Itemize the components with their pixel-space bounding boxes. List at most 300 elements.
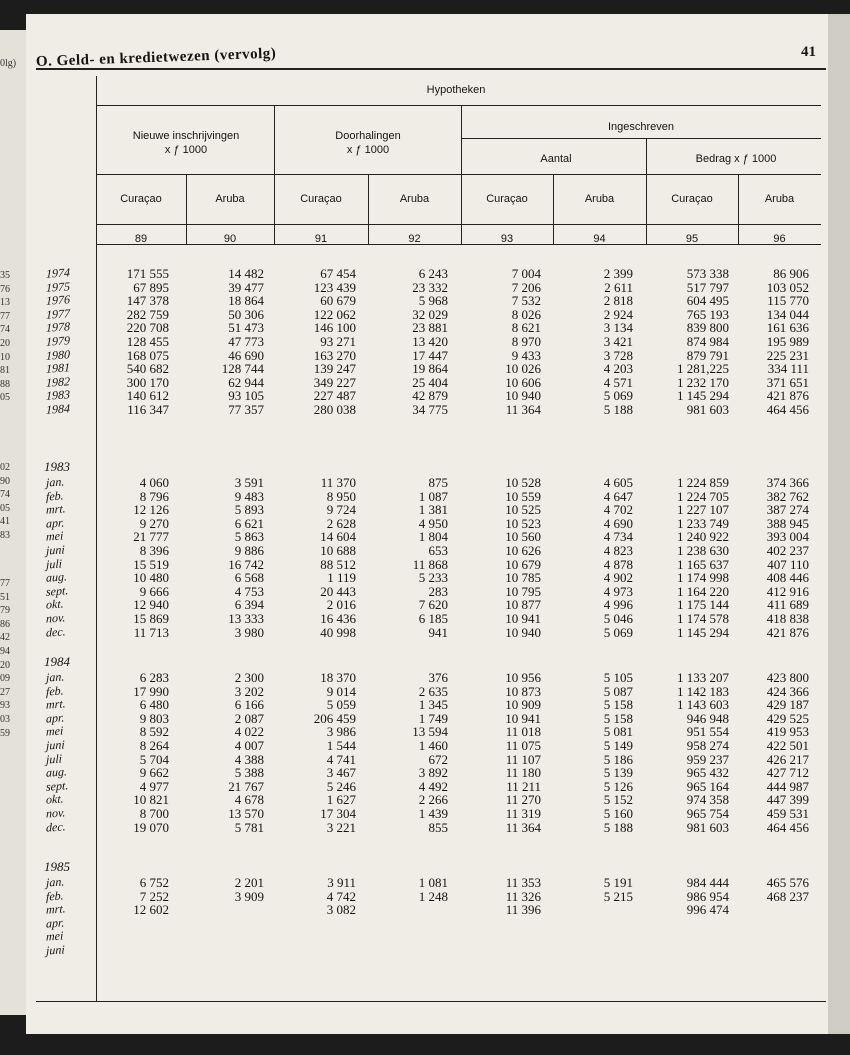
group-label: 1984 — [44, 654, 70, 669]
table-cell: 11 868 — [412, 556, 448, 572]
table-cell: 419 953 — [766, 724, 809, 740]
table-cell: 981 603 — [686, 402, 729, 417]
divider-col-91 — [274, 105, 275, 245]
table-cell: 5 059 — [326, 697, 356, 713]
table-cell: 77 357 — [228, 402, 264, 417]
table-cell: 42 879 — [412, 388, 448, 404]
row-label: dec. — [46, 818, 66, 835]
table-cell: 8 264 — [139, 738, 169, 753]
adjacent-page-fragment: 0lg) — [0, 58, 17, 69]
table-cell: 9 803 — [139, 710, 169, 726]
table-cell: 62 944 — [228, 374, 264, 390]
row-label: sept. — [46, 583, 69, 599]
table-cell: 2 016 — [326, 597, 356, 613]
table-cell: 3 082 — [326, 902, 356, 918]
table-cell: 10 785 — [505, 570, 541, 586]
table-cell: 1 165 637 — [677, 556, 729, 572]
table-cell: 32 029 — [412, 306, 448, 322]
colname-90: Aruba — [215, 193, 245, 205]
adjacent-page-fragment: 77 — [0, 578, 10, 589]
row-label: jan. — [46, 474, 65, 490]
colnum-92: 92 — [408, 233, 421, 245]
table-cell: 9 662 — [139, 765, 169, 781]
group-bedrag: Bedrag x ƒ 1000 — [695, 153, 777, 165]
adjacent-page-fragment: 77 — [0, 310, 10, 322]
table-cell: 11 396 — [505, 902, 541, 918]
table-cell: 5 160 — [603, 806, 633, 821]
table-cell: 5 968 — [418, 293, 448, 309]
table-cell: 12 126 — [133, 502, 169, 518]
adjacent-page-fragment: 94 — [0, 646, 10, 657]
table-cell: 5 246 — [326, 778, 356, 794]
table-cell: 225 231 — [766, 347, 809, 363]
table-cell: 206 459 — [313, 710, 356, 726]
colname-96: Aruba — [764, 193, 795, 205]
table-cell: 4 647 — [603, 488, 633, 504]
row-label: aug. — [46, 569, 67, 585]
table-cell: 5 215 — [603, 888, 633, 904]
table-cell: 168 075 — [126, 347, 169, 363]
table-cell: 1 749 — [418, 710, 448, 726]
group-nieuwe-line2: x ƒ 1000 — [164, 144, 208, 156]
group-nieuwe-line1: Nieuwe inschrijvingen — [132, 130, 240, 142]
table-cell: 1 238 630 — [677, 543, 729, 558]
row-label: 1980 — [46, 346, 70, 363]
table-cell: 1 164 220 — [677, 583, 729, 599]
table-cell: 11 270 — [505, 792, 541, 808]
row-label: 1975 — [46, 278, 70, 295]
table-cell: 5 046 — [603, 611, 633, 626]
table-cell: 1 087 — [418, 488, 448, 504]
table-cell: 3 467 — [326, 765, 356, 781]
table-cell: 6 185 — [418, 611, 448, 626]
row-label: 1982 — [46, 373, 70, 390]
row-label: sept. — [46, 778, 69, 794]
group-aantal: Aantal — [540, 153, 572, 165]
table-cell: 8 796 — [139, 488, 169, 504]
table-cell: 2 924 — [603, 306, 633, 322]
table-cell: 9 666 — [139, 583, 169, 599]
table-cell: 951 554 — [686, 724, 729, 740]
table-cell: 4 734 — [603, 529, 633, 545]
table-cell: 4 203 — [603, 361, 633, 377]
table-cell: 23 881 — [412, 320, 448, 336]
table-cell: 161 636 — [766, 320, 809, 336]
adjacent-page-fragment: 88 — [0, 378, 10, 390]
adjacent-page-fragment: 74 — [0, 324, 10, 336]
table-cell: 1 224 859 — [677, 475, 729, 490]
colnum-89: 89 — [134, 233, 148, 245]
group-ingeschreven: Ingeschreven — [607, 121, 675, 133]
table-cell: 67 454 — [320, 266, 356, 281]
row-label: apr. — [46, 915, 65, 931]
row-label: okt. — [46, 596, 64, 613]
table-cell: 146 100 — [313, 320, 356, 336]
table-cell: 21 767 — [228, 778, 264, 794]
table-cell: 1 143 603 — [677, 697, 729, 713]
table-cell: 7 620 — [418, 597, 448, 613]
table-cell: 464 456 — [766, 819, 809, 835]
row-label: mei — [46, 528, 64, 544]
table-cell: 5 105 — [603, 670, 633, 685]
adjacent-page-fragment: 05 — [0, 392, 10, 404]
table-cell: 604 495 — [686, 293, 729, 309]
table-cell: 123 439 — [313, 279, 356, 295]
table-cell: 13 570 — [228, 806, 264, 821]
row-label: nov. — [46, 805, 66, 821]
table-cell: 10 873 — [505, 683, 541, 699]
table-cell: 941 — [428, 624, 448, 640]
row-label: mrt. — [46, 901, 66, 917]
table-cell: 5 069 — [603, 624, 633, 640]
table-cell: 16 742 — [228, 556, 264, 572]
row-label: juni — [46, 942, 65, 958]
row-label: 1984 — [46, 401, 70, 417]
ingeschreven-rule — [461, 138, 821, 139]
table-cell: 3 909 — [234, 888, 264, 904]
adjacent-page-fragment: 05 — [0, 502, 10, 514]
table-cell: 5 188 — [603, 402, 633, 417]
top-rule-2 — [36, 69, 826, 70]
adjacent-page-fragment: 81 — [0, 365, 10, 377]
table-cell: 13 420 — [412, 334, 448, 349]
table-cell: 4 492 — [418, 778, 448, 794]
row-label: apr. — [46, 710, 65, 726]
table-cell: 8 700 — [139, 806, 169, 821]
table-cell: 16 436 — [320, 611, 356, 626]
table-cell: 7 004 — [511, 266, 541, 281]
table-cell: 984 444 — [686, 875, 729, 890]
table-cell: 6 480 — [139, 697, 169, 713]
table-cell: 10 909 — [505, 697, 541, 713]
page-title: O. Geld- en kredietwezen (vervolg) — [35, 45, 277, 70]
table-cell: 283 — [428, 583, 448, 599]
table-cell: 429 187 — [766, 697, 809, 713]
table-cell: 8 621 — [511, 320, 541, 336]
table-cell: 418 838 — [766, 611, 809, 626]
table-cell: 334 111 — [767, 361, 809, 377]
table-cell: 412 916 — [766, 583, 809, 599]
table-cell: 464 456 — [766, 402, 809, 417]
table-cell: 8 396 — [139, 543, 169, 558]
table-cell: 93 105 — [228, 388, 264, 404]
table-cell: 402 237 — [766, 543, 809, 558]
table-cell: 5 126 — [603, 778, 633, 794]
row-label: nov. — [46, 610, 66, 626]
adjacent-page-fragment: 09 — [0, 673, 10, 685]
table-cell: 128 455 — [126, 334, 169, 349]
page-number: 41 — [801, 44, 816, 60]
adjacent-page-fragment: 10 — [0, 351, 10, 363]
table-cell: 171 555 — [126, 266, 169, 281]
table-cell: 855 — [428, 819, 448, 835]
table-cell: 7 252 — [139, 888, 169, 904]
table-cell: 10 626 — [505, 543, 541, 558]
table-cell: 573 338 — [686, 266, 729, 281]
table-cell: 40 998 — [320, 624, 356, 640]
table-cell: 10 026 — [505, 361, 541, 377]
row-label: juli — [46, 751, 63, 767]
table-cell: 50 306 — [228, 306, 264, 322]
table-cell: 1 174 578 — [677, 611, 729, 626]
table-cell: 34 775 — [412, 402, 448, 417]
table-cell: 5 158 — [603, 697, 633, 713]
row-label: jan. — [46, 874, 65, 890]
table-cell: 421 876 — [766, 624, 809, 640]
table-cell: 10 606 — [505, 374, 541, 390]
adjacent-page-fragment: 41 — [0, 516, 10, 528]
table-cell: 5 863 — [234, 529, 264, 545]
table-cell: 1 240 922 — [677, 529, 729, 545]
table-cell: 9 886 — [234, 543, 264, 558]
table-cell: 3 221 — [326, 819, 356, 835]
row-label: apr. — [46, 515, 65, 531]
adjacent-page-fragment: 79 — [0, 605, 10, 617]
table-cell: 765 193 — [686, 306, 729, 322]
colnum-rule-top — [96, 224, 821, 225]
table-cell: 5 087 — [603, 683, 633, 699]
table-cell: 140 612 — [126, 388, 169, 404]
table-cell: 11 713 — [133, 624, 169, 640]
table-cell: 13 594 — [412, 724, 448, 740]
table-cell: 444 987 — [766, 778, 809, 794]
table-cell: 4 060 — [139, 475, 169, 490]
table-cell: 986 954 — [686, 888, 729, 904]
adjacent-page-fragment: 93 — [0, 700, 10, 712]
table-cell: 8 970 — [511, 334, 541, 349]
table-cell: 8 592 — [139, 724, 169, 740]
table-cell: 10 528 — [505, 475, 541, 490]
table-cell: 6 166 — [234, 697, 264, 713]
row-label: jan. — [46, 669, 65, 685]
row-label: aug. — [46, 764, 67, 780]
adjacent-page-fragment: 03 — [0, 714, 10, 725]
table-cell: 21 777 — [133, 529, 169, 545]
table-cell: 2 300 — [234, 670, 264, 685]
table-cell: 6 752 — [139, 875, 169, 890]
colnum-95: 95 — [685, 233, 699, 245]
adjacent-page-fragment: 35 — [0, 270, 10, 281]
table-cell: 371 651 — [766, 374, 809, 390]
table-cell: 426 217 — [766, 751, 809, 767]
table-cell: 220 708 — [126, 320, 169, 336]
row-label: mrt. — [46, 501, 66, 517]
table-cell: 839 800 — [686, 320, 729, 336]
colname-94: Aruba — [584, 193, 615, 205]
colname-91: Curaçao — [300, 193, 342, 205]
table-cell: 3 980 — [234, 624, 264, 640]
table-cell: 1 248 — [418, 888, 448, 904]
table-cell: 1 119 — [327, 570, 356, 586]
row-label: 1974 — [46, 265, 70, 281]
table-cell: 1 439 — [418, 806, 448, 821]
table-cell: 6 243 — [418, 266, 448, 281]
table-cell: 4 753 — [234, 583, 264, 599]
table-cell: 447 399 — [766, 792, 809, 808]
colnames-rule — [96, 174, 821, 175]
table-cell: 996 474 — [686, 902, 729, 918]
divider-col-93 — [461, 105, 462, 245]
table-cell: 39 477 — [228, 279, 264, 295]
table-cell: 4 007 — [234, 738, 264, 753]
table-cell: 4 996 — [603, 597, 633, 613]
group-label: 1985 — [44, 859, 70, 874]
colname-89: Curaçao — [120, 193, 162, 205]
table-cell: 4 605 — [603, 475, 633, 490]
table-cell: 1 142 183 — [677, 683, 729, 699]
table-cell: 11 211 — [506, 778, 541, 794]
table-cell: 387 274 — [766, 502, 809, 518]
adjacent-page-fragment: 86 — [0, 618, 10, 630]
table-cell: 9 433 — [511, 347, 541, 363]
table-cell: 1 145 294 — [677, 388, 729, 404]
table-cell: 163 270 — [313, 347, 356, 363]
row-label: 1977 — [46, 305, 70, 322]
adjacent-page-fragment: 20 — [0, 659, 10, 671]
statistics-page — [26, 14, 828, 1034]
row-label: juli — [46, 556, 63, 572]
table-cell: 11 364 — [505, 402, 541, 417]
table-cell: 13 333 — [228, 611, 264, 626]
table-cell: 11 319 — [505, 806, 541, 821]
table-cell: 408 446 — [766, 570, 809, 586]
table-cell: 6 394 — [234, 597, 264, 613]
table-cell: 1 175 144 — [677, 597, 729, 613]
table-cell: 459 531 — [766, 806, 809, 821]
table-cell: 2 611 — [604, 279, 633, 295]
group-doorhalingen-line2: x ƒ 1000 — [346, 144, 390, 156]
table-cell: 11 018 — [505, 724, 541, 740]
table-cell: 67 895 — [133, 279, 169, 295]
table-cell: 4 678 — [234, 792, 264, 808]
table-cell: 10 688 — [320, 543, 356, 558]
table-cell: 19 070 — [133, 819, 169, 835]
table-cell: 958 274 — [686, 738, 729, 753]
table-cell: 15 869 — [133, 611, 169, 626]
table-cell: 1 460 — [418, 738, 448, 753]
colname-95: Curaçao — [671, 193, 713, 205]
table-cell: 422 501 — [766, 738, 809, 753]
table-cell: 12 602 — [133, 902, 169, 918]
row-label: 1978 — [46, 319, 70, 336]
table-cell: 6 621 — [234, 515, 264, 531]
table-cell: 3 421 — [603, 334, 633, 349]
row-label: 1979 — [46, 333, 70, 349]
row-label: feb. — [46, 682, 64, 699]
adjacent-page-fragment: 27 — [0, 686, 10, 698]
table-cell: 4 571 — [603, 374, 633, 390]
row-label: 1976 — [46, 292, 70, 309]
table-cell: 9 014 — [326, 683, 356, 699]
table-cell: 134 044 — [766, 306, 809, 322]
colnum-96: 96 — [773, 233, 786, 245]
row-label: 1981 — [46, 360, 70, 377]
table-cell: 376 — [428, 670, 448, 685]
table-cell: 3 892 — [418, 765, 448, 781]
table-cell: 227 487 — [313, 388, 356, 404]
table-cell: 11 107 — [505, 751, 541, 767]
super-header: Hypotheken — [426, 84, 486, 96]
table-cell: 51 473 — [228, 320, 264, 336]
row-label: dec. — [46, 623, 66, 640]
table-cell: 4 823 — [603, 543, 633, 558]
table-cell: 1 133 207 — [677, 670, 729, 685]
row-label: mei — [46, 723, 64, 739]
table-cell: 4 950 — [418, 515, 448, 531]
table-cell: 280 038 — [313, 402, 356, 417]
table-cell: 18 370 — [320, 670, 356, 685]
table-cell: 11 353 — [505, 875, 541, 890]
row-label: feb. — [46, 487, 64, 504]
table-cell: 11 326 — [505, 888, 541, 904]
table-cell: 15 519 — [133, 556, 169, 572]
table-cell: 8 026 — [511, 306, 541, 322]
table-cell: 10 525 — [505, 502, 541, 518]
table-cell: 2 201 — [234, 875, 264, 890]
table-cell: 517 797 — [686, 279, 729, 295]
table-cell: 4 902 — [603, 570, 633, 586]
table-cell: 10 956 — [505, 670, 541, 685]
table-cell: 5 158 — [603, 710, 633, 726]
table-cell: 879 791 — [686, 347, 729, 363]
table-cell: 965 164 — [686, 778, 729, 794]
table-cell: 4 690 — [603, 515, 633, 531]
row-label: mei — [46, 928, 64, 944]
table-cell: 959 237 — [686, 751, 729, 767]
table-cell: 10 877 — [505, 597, 541, 613]
table-cell: 6 568 — [234, 570, 264, 586]
table-cell: 2 399 — [603, 266, 633, 281]
table-cell: 88 512 — [320, 556, 356, 572]
table-cell: 974 358 — [686, 792, 729, 808]
table-cell: 1 145 294 — [677, 624, 729, 640]
table-cell: 4 022 — [234, 724, 264, 740]
table-cell: 2 087 — [234, 710, 264, 726]
table-cell: 1 233 749 — [677, 515, 729, 531]
table-cell: 1 804 — [418, 529, 448, 545]
adjacent-page-fragment: 59 — [0, 727, 10, 739]
table-cell: 965 754 — [686, 806, 729, 821]
table-cell: 10 940 — [505, 388, 541, 404]
table-cell: 3 591 — [234, 475, 264, 490]
adjacent-page-edge — [0, 30, 26, 1015]
adjacent-page-fragment: 02 — [0, 462, 10, 473]
table-cell: 122 062 — [313, 306, 356, 322]
table-cell: 93 271 — [320, 334, 356, 349]
adjacent-page-fragment: 42 — [0, 632, 10, 644]
table-cell: 875 — [428, 475, 448, 490]
table-cell: 11 075 — [505, 738, 541, 753]
table-cell: 1 232 170 — [677, 374, 729, 390]
colnum-94: 94 — [593, 233, 606, 245]
table-cell: 25 404 — [412, 374, 448, 390]
table-cell: 18 864 — [228, 293, 264, 309]
table-cell: 19 864 — [412, 361, 448, 377]
adjacent-page-fragment: 74 — [0, 489, 10, 501]
adjacent-page-fragment: 20 — [0, 338, 10, 349]
table-cell: 3 911 — [327, 875, 356, 890]
table-cell: 11 180 — [505, 765, 541, 781]
table-cell: 9 724 — [326, 502, 356, 518]
table-cell: 427 712 — [766, 765, 809, 781]
table-cell: 10 941 — [505, 710, 541, 726]
table-cell: 672 — [428, 751, 448, 767]
table-cell: 1 224 705 — [677, 488, 729, 504]
adjacent-page-fragment: 13 — [0, 297, 10, 309]
table-cell: 1 281,225 — [677, 361, 729, 377]
table-cell: 3 986 — [326, 724, 356, 740]
table-cell: 10 821 — [133, 792, 169, 808]
